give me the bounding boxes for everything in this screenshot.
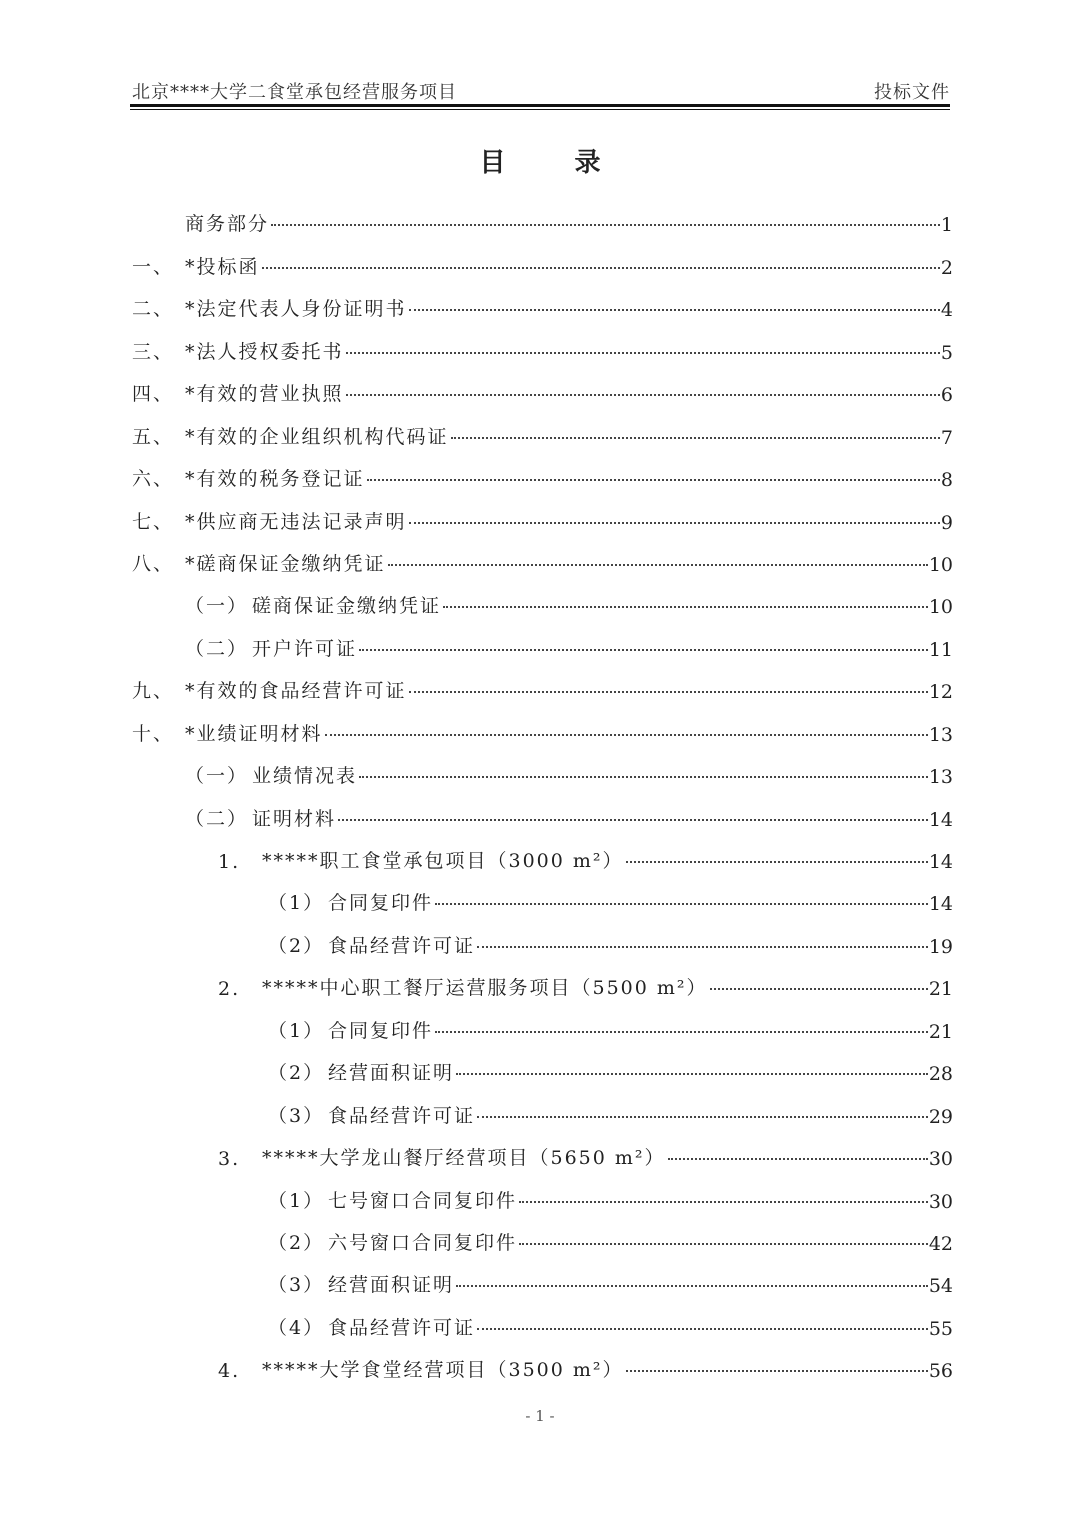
toc-entry-page: 14 [928, 893, 953, 916]
toc-entry-title: *供应商无违法记录声明 [185, 510, 407, 533]
toc-entry[interactable] [132, 788, 953, 830]
toc-entry-title: 合同复印件 [328, 892, 434, 915]
toc-entry[interactable] [132, 661, 953, 703]
toc-entry-number: 二、 [132, 298, 175, 321]
toc-dot-leader [338, 819, 928, 821]
toc-dot-leader [359, 649, 928, 651]
toc-entry-title: *有效的企业组织机构代码证 [185, 425, 449, 448]
toc-entry[interactable] [132, 873, 953, 915]
toc-entry-page: 13 [928, 723, 953, 746]
toc-entry-title: 七号窗口合同复印件 [328, 1189, 518, 1212]
toc-dot-leader [477, 1328, 928, 1330]
toc-entry-page: 28 [928, 1063, 953, 1086]
toc-entry-number: （1） [268, 892, 325, 915]
toc-entry-title: 开户许可证 [252, 637, 358, 660]
toc-entry-title: 食品经营许可证 [328, 934, 476, 957]
toc-entry-number: 五、 [132, 425, 175, 448]
toc-entry[interactable] [132, 236, 953, 278]
toc-entry-number: （2） [268, 934, 325, 957]
toc-entry-title: 磋商保证金缴纳凭证 [252, 595, 442, 618]
toc-entry-page: 11 [928, 638, 953, 661]
header-project-title: 北京****大学二食堂承包经营服务项目 [132, 82, 457, 103]
toc-dot-leader [435, 1031, 928, 1033]
toc-entry-page: 29 [928, 1105, 953, 1128]
toc-entry-page: 10 [928, 553, 953, 576]
toc-entry-page: 5 [940, 341, 953, 364]
toc-entry-page: 13 [928, 766, 953, 789]
toc-entry-page: 19 [928, 935, 953, 958]
toc-dot-leader [519, 1243, 928, 1245]
toc-entry[interactable] [132, 703, 953, 745]
toc-entry-title: *有效的营业执照 [185, 383, 344, 406]
toc-entry[interactable] [132, 1000, 953, 1042]
toc-entry[interactable] [132, 576, 953, 618]
toc-entry[interactable] [132, 746, 953, 788]
toc-entry-title: *有效的税务登记证 [185, 468, 365, 491]
toc-entry-number: （一） [185, 765, 249, 788]
toc-entry[interactable] [132, 406, 953, 448]
toc-entry-number: （二） [185, 637, 249, 660]
toc-entry-title: 六号窗口合同复印件 [328, 1231, 518, 1254]
toc-entry[interactable] [132, 1297, 953, 1339]
toc-entry-page: 14 [928, 851, 953, 873]
toc-entry-title: *****大学龙山餐厅经营项目（5650 m²） [262, 1147, 666, 1170]
toc-entry-number: 四、 [132, 383, 175, 406]
toc-dot-leader [626, 1370, 928, 1372]
toc-entry-page: 42 [928, 1232, 953, 1255]
toc-entry-title: *有效的食品经营许可证 [185, 680, 407, 703]
toc-dot-leader [325, 734, 928, 736]
toc-entry[interactable] [132, 958, 953, 1000]
toc-entry[interactable] [132, 1128, 953, 1170]
toc-dot-leader [456, 1073, 928, 1075]
toc-dot-leader [388, 564, 928, 566]
toc-entry-title: *法定代表人身份证明书 [185, 298, 407, 321]
page-header [132, 78, 950, 104]
toc-entry-page: 1 [940, 214, 953, 237]
toc-dot-leader [346, 394, 940, 396]
toc-entry[interactable] [132, 1340, 953, 1382]
toc-entry-title: *磋商保证金缴纳凭证 [185, 552, 386, 575]
toc-dot-leader [451, 437, 940, 439]
toc-entry-number: 3. [218, 1148, 241, 1171]
toc-entry[interactable] [132, 449, 953, 491]
toc-entry-title: 业绩情况表 [252, 765, 358, 788]
toc-entry-page: 55 [928, 1317, 953, 1340]
toc-dot-leader [443, 606, 928, 608]
toc-entry-page: 7 [940, 426, 953, 449]
toc-entry-page: 56 [928, 1360, 953, 1383]
toc-entry-title: *投标函 [185, 255, 260, 278]
header-rule-thin [130, 109, 950, 110]
toc-dot-leader [668, 1158, 928, 1160]
toc-dot-leader [346, 352, 940, 354]
toc-entry-number: 一、 [132, 255, 175, 278]
toc-entry-page: 54 [928, 1275, 953, 1298]
toc-entry[interactable] [132, 1170, 953, 1212]
toc-entry-number: 七、 [132, 510, 175, 533]
toc-dot-leader [519, 1201, 928, 1203]
toc-entry-number: （4） [268, 1316, 325, 1339]
toc-entry[interactable] [132, 364, 953, 406]
toc-entry-number: （3） [268, 1274, 325, 1297]
toc-entry[interactable] [132, 534, 953, 576]
toc-entry-title: 合同复印件 [328, 1019, 434, 1042]
toc-dot-leader [477, 1116, 928, 1118]
toc-entry-page: 30 [928, 1190, 953, 1213]
toc-entry-number: 1. [218, 851, 241, 873]
toc-entry[interactable] [132, 1213, 953, 1255]
toc-entry-title: 证明材料 [252, 807, 337, 830]
toc-dot-leader [409, 309, 940, 311]
toc-entry-number: 三、 [132, 340, 175, 363]
toc-entry-number: （二） [185, 807, 249, 830]
toc-entry-title: 食品经营许可证 [328, 1316, 476, 1339]
toc-entry-page: 2 [940, 256, 953, 279]
toc-dot-leader [409, 522, 940, 524]
toc-entry-title: *****大学食堂经营项目（3500 m²） [262, 1359, 624, 1382]
toc-dot-leader [477, 946, 928, 948]
toc-entry-title: *业绩证明材料 [185, 722, 323, 745]
toc-entry-title: *****中心职工餐厅运营服务项目（5500 m²） [262, 977, 708, 1000]
toc-dot-leader [456, 1285, 928, 1287]
toc-entry-number: （3） [268, 1104, 325, 1127]
toc-dot-leader [359, 776, 928, 778]
toc-entry-page: 9 [940, 511, 953, 534]
header-rule-thick [130, 104, 950, 107]
toc-entry-number: （一） [185, 595, 249, 618]
toc-entry[interactable] [132, 1085, 953, 1127]
toc-entry[interactable] [132, 831, 953, 873]
toc-entry-number: 九、 [132, 680, 175, 703]
toc-entry[interactable] [132, 915, 953, 957]
toc-entry[interactable] [132, 194, 953, 236]
page-title: 目 录 [479, 148, 631, 178]
toc-dot-leader [271, 224, 940, 226]
toc-entry-title: 经营面积证明 [328, 1274, 455, 1297]
toc-entry-title: 商务部分 [185, 213, 270, 236]
toc-entry-page: 30 [928, 1148, 953, 1171]
toc-entry-number: （2） [268, 1062, 325, 1085]
toc-entry-number: （1） [268, 1019, 325, 1042]
toc-entry-title: *法人授权委托书 [185, 340, 344, 363]
toc-entry[interactable] [132, 618, 953, 660]
toc-entry-title: 经营面积证明 [328, 1062, 455, 1085]
toc-entry-number: 六、 [132, 468, 175, 491]
toc-entry-number: （2） [268, 1231, 325, 1254]
toc-entry-title: 食品经营许可证 [328, 1104, 476, 1127]
toc-entry-page: 8 [940, 469, 953, 492]
toc-entry-page: 21 [928, 978, 953, 1001]
toc-dot-leader [367, 479, 940, 481]
toc-entry[interactable] [132, 321, 953, 363]
toc-entry[interactable] [132, 279, 953, 321]
toc-entry-page: 4 [940, 299, 953, 322]
toc-entry[interactable] [132, 1255, 953, 1297]
toc-entry[interactable] [132, 1043, 953, 1085]
toc-entry-number: 十、 [132, 722, 175, 745]
toc-entry-page: 14 [928, 808, 953, 831]
toc-entry-page: 10 [928, 596, 953, 619]
toc-dot-leader [262, 267, 940, 269]
toc-dot-leader [409, 691, 928, 693]
toc-entry-number: （1） [268, 1189, 325, 1212]
toc-dot-leader [435, 903, 928, 905]
toc-entry-number: 4. [218, 1360, 241, 1383]
toc-entry-page: 6 [940, 384, 953, 407]
toc-dot-leader [626, 861, 928, 863]
toc-entry[interactable] [132, 491, 953, 533]
page-number: - 1 - [525, 1407, 555, 1425]
toc-entry-page: 21 [928, 1020, 953, 1043]
toc-entry-number: 2. [218, 978, 241, 1001]
toc-entry-number: 八、 [132, 552, 175, 575]
table-of-contents [132, 194, 953, 1382]
toc-entry-page: 12 [928, 681, 953, 704]
toc-dot-leader [710, 988, 928, 990]
header-document-type: 投标文件 [874, 82, 950, 103]
toc-entry-title: *****职工食堂承包项目（3000 m²） [262, 850, 624, 872]
